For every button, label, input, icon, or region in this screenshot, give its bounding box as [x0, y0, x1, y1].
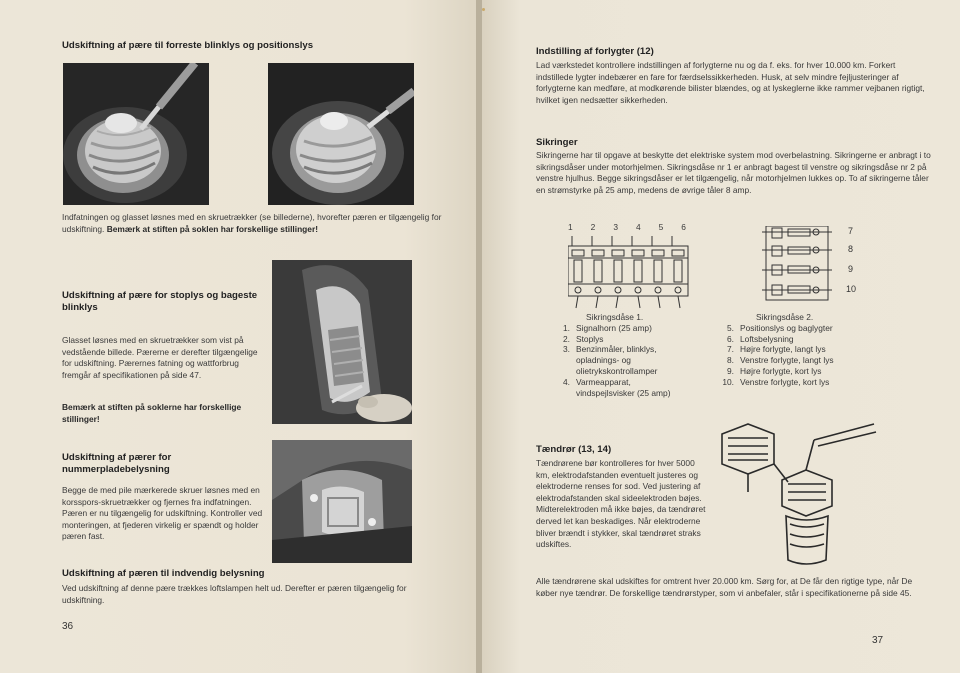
fuse-number: 10: [846, 284, 857, 294]
list-item: 7. Højre forlygte, langt lys: [727, 344, 826, 355]
fuse-number: 3: [613, 222, 618, 232]
page-number-right: 37: [872, 635, 884, 646]
fuse-number: 5: [658, 222, 664, 232]
fuse-box-1-title: Sikringsdåse 1.: [586, 312, 644, 322]
sec3-title: Udskiftning af pærer for nummerpladebelysning: [62, 452, 172, 475]
r-sec3-title: Tændrør (13, 14): [536, 444, 612, 455]
fuse-box-2-diagram: [762, 222, 882, 302]
r-sec1-title: Indstilling af forlygter (12): [536, 46, 654, 57]
sec4-text: Ved udskiftning af denne pære trækkes loftslampen helt ud. Derefter er pæren tilgængelig for udskiftning.: [62, 583, 407, 605]
r-sec2-title: Sikringer: [536, 137, 578, 148]
paper-mark: [482, 8, 485, 11]
sec1-title: Udskiftning af pære til forreste blinklys og positionslys: [62, 40, 314, 51]
r-sec1-text: Lad værkstedet kontrollere indstillingen af forlygterne nu og da f. eks. for hver 10.000 km. Forkert indstillede lygter indebærer en fare for færdselssikkerheden. Husk, at selv mindre fejljusteringer af forlygterne kan medføre, at modkørende bilister blændes, og at lyskeglerne ikke rammer vejbanen rigtigt, hvilket igen nedsætter sikkerheden.: [536, 60, 925, 105]
photo-front-lamp-1: [63, 63, 209, 205]
sec4-title: Udskiftning af pæren til indvendig belysning: [62, 568, 265, 579]
sec2-text: Glasset løsnes med en skruetrækker som vist på vedstående billede. Pærerne er derefter tilgængelige for udskiftning. Pærernes fatning og wattforbrug fremgår af specifikationen på side 47.: [62, 335, 258, 380]
fuse-box-1-numbers: [568, 222, 686, 234]
list-item: 2. Stoplys: [563, 333, 604, 344]
fuse-number: 9: [848, 264, 854, 274]
list-item: 9. Højre forlygte, kort lys: [727, 365, 822, 376]
list-item: 10. Venstre forlygte, kort lys: [722, 376, 830, 387]
photo-rear-lamp: [272, 260, 412, 424]
fuse-box-1-legend: [550, 312, 720, 398]
fuse-number: 1: [568, 222, 573, 232]
list-item: 1. Signalhorn (25 amp): [563, 322, 652, 333]
sec2-note: Bemærk at stiften på soklerne har forskellige stillinger!: [62, 402, 242, 424]
sec1-note: Bemærk at stiften på soklen har forskellige stillinger!: [106, 223, 319, 234]
r-sec3-text: Tændrørene bør kontrolleres for hver 5000 km, elektrodafstanden eventuelt justeres og elektroderne renses for sod. Ved justering af elektrodafstanden skal sideelektroden bøjes. Midterelektroden må ikke bøjes, da tændrøret derved let kan beskadiges. Når elektroderne bliver brændt i stykker, skal tændrøret straks udskiftes.: [536, 458, 706, 550]
fuse-box-1-drawing: [568, 236, 692, 312]
spark-plug-illustration: [714, 420, 884, 570]
list-item: 5. Positionslys og baglygter: [727, 322, 833, 333]
r-sec2-text: Sikringerne har til opgave at beskytte det elektriske system mod overbelastning. Sikringerne er anbragt i to sikringsdåser under motorhjelmen. Sikringsdåse nr 1 er anbragt bagest til venstre og sikringsdåse nr 2 på venstre hjulhus. Begge sikringsdåser er let tilgængelig, når motorhjelmen lukkes op. To af sikringerne tåler en strømstyrke på 25 amp, medens de øvrige tåler 8 amp.: [536, 150, 931, 195]
sec1-text: [62, 212, 442, 235]
list-item: 4. Varmeapparat, vindspejlsvisker (25 amp): [563, 376, 671, 398]
sec1-body: Indfatningen og glasset løsnes med en skruetrækker (se billederne), hvorefter pæren er tilgængelig for udskiftning.: [62, 212, 442, 234]
fuse-number: 6: [681, 222, 686, 232]
list-item: 6. Loftsbelysning: [727, 333, 794, 344]
fuse-number: 2: [590, 222, 596, 232]
fuse-box-2-title: Sikringsdåse 2.: [756, 312, 814, 322]
list-item: 3. Benzinmåler, blinklys, opladnings- og olietrykskontrollamper: [563, 344, 658, 376]
right-page: [482, 0, 960, 673]
sec3-text: Begge de med pile mærkerede skruer løsnes med en korsspors-skruetrækker og fjernes fra indfatningen. Pæren er nu tilgængelig for udskiftning. Kontroller ved monteringen, at fjederen virkelig er spændt og holder pæren fast.: [62, 485, 263, 542]
fuse-box-2-legend: [714, 312, 894, 388]
fuse-number: 4: [635, 222, 641, 232]
fuse-box-1-diagram: [568, 222, 688, 312]
photo-front-lamp-2: [268, 63, 414, 205]
page-number-left: 36: [62, 621, 74, 632]
left-page: [0, 0, 476, 673]
fuse-number: 7: [848, 226, 854, 236]
list-item: 8. Venstre forlygte, langt lys: [727, 355, 834, 366]
sec2-title: Udskiftning af pære for stoplys og bageste blinklys: [62, 290, 258, 313]
fuse-box-2-drawing: [762, 226, 832, 302]
fuse-number: 8: [848, 244, 854, 254]
photo-number-plate-lamp: [272, 440, 412, 563]
r-sec3-text2: Alle tændrørene skal udskiftes for omtrent hver 20.000 km. Sørg for, at De får den rigtige type, når De køber nye tændrør. De forskellige tændrørstyper, som vi anbefaler, står i specifikationerne på side 45.: [536, 576, 913, 598]
